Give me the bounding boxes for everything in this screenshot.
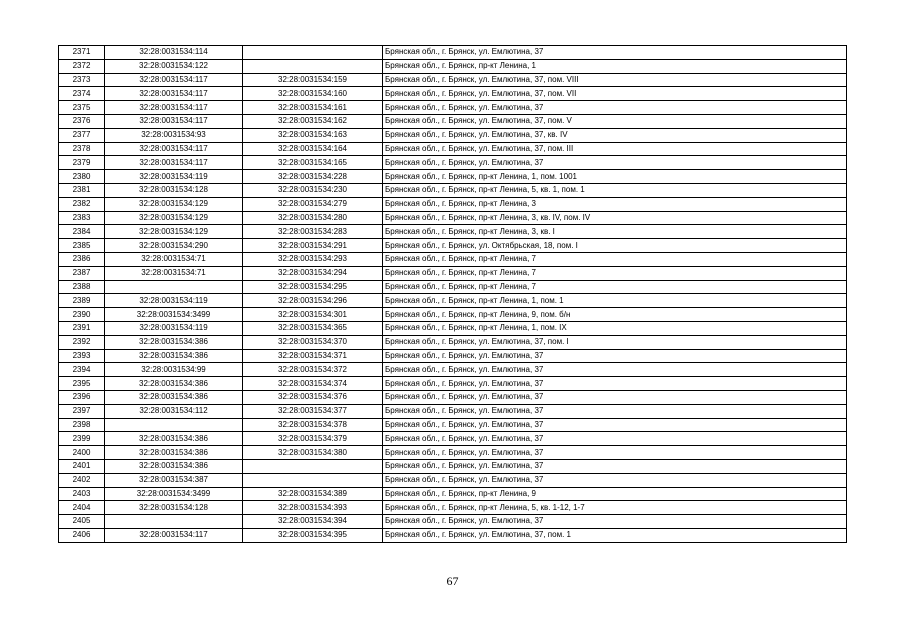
parent-cadastral-number-cell: 32:28:0031534:128 bbox=[105, 501, 243, 515]
parent-cadastral-number-cell: 32:28:0031534:386 bbox=[105, 349, 243, 363]
table-row bbox=[59, 183, 847, 197]
cadastral-number-cell: 32:28:0031534:301 bbox=[243, 308, 383, 322]
parent-cadastral-number-cell: 32:28:0031534:129 bbox=[105, 225, 243, 239]
address-cell: Брянская обл., г. Брянск, ул. Емлютина, 37 bbox=[383, 418, 847, 432]
row-number-cell: 2378 bbox=[59, 142, 105, 156]
cadastral-number-cell: 32:28:0031534:394 bbox=[243, 515, 383, 529]
row-number-cell: 2397 bbox=[59, 404, 105, 418]
cadastral-number-cell: 32:28:0031534:296 bbox=[243, 294, 383, 308]
address-cell: Брянская обл., г. Брянск, ул. Емлютина, 37 bbox=[383, 363, 847, 377]
table-row bbox=[59, 349, 847, 363]
parent-cadastral-number-cell: 32:28:0031534:386 bbox=[105, 446, 243, 460]
table-row bbox=[59, 280, 847, 294]
address-cell: Брянская обл., г. Брянск, ул. Емлютина, 37, пом. VII bbox=[383, 87, 847, 101]
row-number-cell: 2380 bbox=[59, 170, 105, 184]
table-row bbox=[59, 46, 847, 60]
row-number-cell: 2395 bbox=[59, 377, 105, 391]
address-cell: Брянская обл., г. Брянск, ул. Емлютина, 37 bbox=[383, 377, 847, 391]
table-row bbox=[59, 473, 847, 487]
address-cell: Брянская обл., г. Брянск, пр-кт Ленина, 7 bbox=[383, 280, 847, 294]
address-cell: Брянская обл., г. Брянск, ул. Емлютина, 37, пом. V bbox=[383, 114, 847, 128]
row-number-cell: 2400 bbox=[59, 446, 105, 460]
parent-cadastral-number-cell: 32:28:0031534:386 bbox=[105, 390, 243, 404]
address-cell: Брянская обл., г. Брянск, ул. Емлютина, 37 bbox=[383, 156, 847, 170]
row-number-cell: 2387 bbox=[59, 266, 105, 280]
cadastral-number-cell: 32:28:0031534:380 bbox=[243, 446, 383, 460]
row-number-cell: 2374 bbox=[59, 87, 105, 101]
row-number-cell: 2372 bbox=[59, 59, 105, 73]
address-cell: Брянская обл., г. Брянск, пр-кт Ленина, 1, пом. IX bbox=[383, 321, 847, 335]
parent-cadastral-number-cell: 32:28:0031534:114 bbox=[105, 46, 243, 60]
address-cell: Брянская обл., г. Брянск, ул. Емлютина, 37, пом. 1 bbox=[383, 528, 847, 542]
parent-cadastral-number-cell: 32:28:0031534:386 bbox=[105, 459, 243, 473]
row-number-cell: 2379 bbox=[59, 156, 105, 170]
address-cell: Брянская обл., г. Брянск, пр-кт Ленина, 5, кв. 1-12, 1-7 bbox=[383, 501, 847, 515]
address-cell: Брянская обл., г. Брянск, ул. Емлютина, 37, кв. IV bbox=[383, 128, 847, 142]
parent-cadastral-number-cell: 32:28:0031534:93 bbox=[105, 128, 243, 142]
row-number-cell: 2384 bbox=[59, 225, 105, 239]
row-number-cell: 2394 bbox=[59, 363, 105, 377]
address-cell: Брянская обл., г. Брянск, пр-кт Ленина, 9, пом. б/н bbox=[383, 308, 847, 322]
parent-cadastral-number-cell: 32:28:0031534:112 bbox=[105, 404, 243, 418]
address-cell: Брянская обл., г. Брянск, ул. Октябрьская, 18, пом. I bbox=[383, 239, 847, 253]
parent-cadastral-number-cell: 32:28:0031534:119 bbox=[105, 170, 243, 184]
parent-cadastral-number-cell: 32:28:0031534:117 bbox=[105, 142, 243, 156]
cadastral-number-cell: 32:28:0031534:162 bbox=[243, 114, 383, 128]
row-number-cell: 2383 bbox=[59, 211, 105, 225]
address-cell: Брянская обл., г. Брянск, ул. Емлютина, 37 bbox=[383, 390, 847, 404]
parent-cadastral-number-cell: 32:28:0031534:71 bbox=[105, 266, 243, 280]
cadastral-number-cell: 32:28:0031534:376 bbox=[243, 390, 383, 404]
row-number-cell: 2404 bbox=[59, 501, 105, 515]
table-row bbox=[59, 528, 847, 542]
address-cell: Брянская обл., г. Брянск, ул. Емлютина, 37 bbox=[383, 404, 847, 418]
cadastral-number-cell: 32:28:0031534:374 bbox=[243, 377, 383, 391]
table-row bbox=[59, 197, 847, 211]
row-number-cell: 2392 bbox=[59, 335, 105, 349]
parent-cadastral-number-cell: 32:28:0031534:117 bbox=[105, 528, 243, 542]
table-row bbox=[59, 446, 847, 460]
cadastral-number-cell: 32:28:0031534:378 bbox=[243, 418, 383, 432]
table-row bbox=[59, 211, 847, 225]
parent-cadastral-number-cell: 32:28:0031534:122 bbox=[105, 59, 243, 73]
row-number-cell: 2385 bbox=[59, 239, 105, 253]
parent-cadastral-number-cell: 32:28:0031534:129 bbox=[105, 211, 243, 225]
parent-cadastral-number-cell bbox=[105, 280, 243, 294]
cadastral-number-cell: 32:28:0031534:294 bbox=[243, 266, 383, 280]
cadastral-number-cell: 32:28:0031534:365 bbox=[243, 321, 383, 335]
address-cell: Брянская обл., г. Брянск, пр-кт Ленина, 3, кв. I bbox=[383, 225, 847, 239]
table-row bbox=[59, 170, 847, 184]
row-number-cell: 2402 bbox=[59, 473, 105, 487]
cadastral-number-cell: 32:28:0031534:370 bbox=[243, 335, 383, 349]
register-table bbox=[58, 45, 847, 543]
table-row bbox=[59, 404, 847, 418]
parent-cadastral-number-cell: 32:28:0031534:386 bbox=[105, 335, 243, 349]
cadastral-number-cell: 32:28:0031534:159 bbox=[243, 73, 383, 87]
address-cell: Брянская обл., г. Брянск, ул. Емлютина, 37 bbox=[383, 349, 847, 363]
address-cell: Брянская обл., г. Брянск, ул. Емлютина, 37 bbox=[383, 46, 847, 60]
table-row bbox=[59, 266, 847, 280]
address-cell: Брянская обл., г. Брянск, пр-кт Ленина, 5, кв. 1, пом. 1 bbox=[383, 183, 847, 197]
row-number-cell: 2388 bbox=[59, 280, 105, 294]
cadastral-number-cell: 32:28:0031534:161 bbox=[243, 101, 383, 115]
row-number-cell: 2371 bbox=[59, 46, 105, 60]
table-row bbox=[59, 156, 847, 170]
table-row bbox=[59, 501, 847, 515]
table-row bbox=[59, 432, 847, 446]
cadastral-number-cell: 32:28:0031534:377 bbox=[243, 404, 383, 418]
table-row bbox=[59, 308, 847, 322]
parent-cadastral-number-cell: 32:28:0031534:387 bbox=[105, 473, 243, 487]
row-number-cell: 2406 bbox=[59, 528, 105, 542]
row-number-cell: 2376 bbox=[59, 114, 105, 128]
address-cell: Брянская обл., г. Брянск, пр-кт Ленина, 7 bbox=[383, 266, 847, 280]
address-cell: Брянская обл., г. Брянск, ул. Емлютина, 37, пом. I bbox=[383, 335, 847, 349]
cadastral-number-cell: 32:28:0031534:165 bbox=[243, 156, 383, 170]
address-cell: Брянская обл., г. Брянск, ул. Емлютина, 37 bbox=[383, 515, 847, 529]
cadastral-number-cell: 32:28:0031534:371 bbox=[243, 349, 383, 363]
table-row bbox=[59, 321, 847, 335]
parent-cadastral-number-cell: 32:28:0031534:99 bbox=[105, 363, 243, 377]
table-row bbox=[59, 114, 847, 128]
cadastral-number-cell: 32:28:0031534:379 bbox=[243, 432, 383, 446]
parent-cadastral-number-cell: 32:28:0031534:129 bbox=[105, 197, 243, 211]
address-cell: Брянская обл., г. Брянск, ул. Емлютина, 37 bbox=[383, 473, 847, 487]
address-cell: Брянская обл., г. Брянск, пр-кт Ленина, 1 bbox=[383, 59, 847, 73]
cadastral-number-cell: 32:28:0031534:283 bbox=[243, 225, 383, 239]
row-number-cell: 2390 bbox=[59, 308, 105, 322]
cadastral-number-cell: 32:28:0031534:280 bbox=[243, 211, 383, 225]
address-cell: Брянская обл., г. Брянск, пр-кт Ленина, 1, пом. 1001 bbox=[383, 170, 847, 184]
row-number-cell: 2391 bbox=[59, 321, 105, 335]
parent-cadastral-number-cell: 32:28:0031534:3499 bbox=[105, 487, 243, 501]
address-cell: Брянская обл., г. Брянск, ул. Емлютина, 37, пом. VIII bbox=[383, 73, 847, 87]
parent-cadastral-number-cell: 32:28:0031534:71 bbox=[105, 252, 243, 266]
row-number-cell: 2393 bbox=[59, 349, 105, 363]
row-number-cell: 2401 bbox=[59, 459, 105, 473]
row-number-cell: 2382 bbox=[59, 197, 105, 211]
register-table-body bbox=[59, 46, 847, 543]
cadastral-number-cell: 32:28:0031534:163 bbox=[243, 128, 383, 142]
cadastral-number-cell: 32:28:0031534:291 bbox=[243, 239, 383, 253]
cadastral-number-cell: 32:28:0031534:393 bbox=[243, 501, 383, 515]
address-cell: Брянская обл., г. Брянск, ул. Емлютина, 37 bbox=[383, 101, 847, 115]
row-number-cell: 2405 bbox=[59, 515, 105, 529]
address-cell: Брянская обл., г. Брянск, пр-кт Ленина, 3, кв. IV, пом. IV bbox=[383, 211, 847, 225]
row-number-cell: 2375 bbox=[59, 101, 105, 115]
parent-cadastral-number-cell: 32:28:0031534:117 bbox=[105, 114, 243, 128]
table-row bbox=[59, 390, 847, 404]
cadastral-number-cell: 32:28:0031534:230 bbox=[243, 183, 383, 197]
parent-cadastral-number-cell: 32:28:0031534:386 bbox=[105, 432, 243, 446]
table-row bbox=[59, 142, 847, 156]
row-number-cell: 2377 bbox=[59, 128, 105, 142]
table-row bbox=[59, 73, 847, 87]
table-row bbox=[59, 294, 847, 308]
row-number-cell: 2399 bbox=[59, 432, 105, 446]
table-row bbox=[59, 418, 847, 432]
cadastral-number-cell: 32:28:0031534:293 bbox=[243, 252, 383, 266]
address-cell: Брянская обл., г. Брянск, ул. Емлютина, 37 bbox=[383, 432, 847, 446]
table-row bbox=[59, 87, 847, 101]
row-number-cell: 2396 bbox=[59, 390, 105, 404]
table-row bbox=[59, 252, 847, 266]
table-row bbox=[59, 487, 847, 501]
parent-cadastral-number-cell: 32:28:0031534:290 bbox=[105, 239, 243, 253]
row-number-cell: 2386 bbox=[59, 252, 105, 266]
parent-cadastral-number-cell: 32:28:0031534:117 bbox=[105, 73, 243, 87]
cadastral-number-cell: 32:28:0031534:372 bbox=[243, 363, 383, 377]
cadastral-number-cell: 32:28:0031534:279 bbox=[243, 197, 383, 211]
table-row bbox=[59, 335, 847, 349]
table-row bbox=[59, 377, 847, 391]
cadastral-number-cell bbox=[243, 46, 383, 60]
parent-cadastral-number-cell: 32:28:0031534:119 bbox=[105, 321, 243, 335]
address-cell: Брянская обл., г. Брянск, пр-кт Ленина, 7 bbox=[383, 252, 847, 266]
parent-cadastral-number-cell: 32:28:0031534:128 bbox=[105, 183, 243, 197]
page-number: 67 bbox=[446, 574, 459, 588]
table-row bbox=[59, 239, 847, 253]
address-cell: Брянская обл., г. Брянск, ул. Емлютина, 37, пом. III bbox=[383, 142, 847, 156]
cadastral-number-cell bbox=[243, 459, 383, 473]
table-row bbox=[59, 363, 847, 377]
parent-cadastral-number-cell: 32:28:0031534:119 bbox=[105, 294, 243, 308]
row-number-cell: 2373 bbox=[59, 73, 105, 87]
cadastral-number-cell: 32:28:0031534:395 bbox=[243, 528, 383, 542]
row-number-cell: 2403 bbox=[59, 487, 105, 501]
parent-cadastral-number-cell: 32:28:0031534:3499 bbox=[105, 308, 243, 322]
cadastral-number-cell: 32:28:0031534:295 bbox=[243, 280, 383, 294]
cadastral-number-cell bbox=[243, 59, 383, 73]
address-cell: Брянская обл., г. Брянск, пр-кт Ленина, 9 bbox=[383, 487, 847, 501]
cadastral-number-cell: 32:28:0031534:160 bbox=[243, 87, 383, 101]
parent-cadastral-number-cell bbox=[105, 515, 243, 529]
cadastral-number-cell: 32:28:0031534:228 bbox=[243, 170, 383, 184]
table-row bbox=[59, 459, 847, 473]
cadastral-number-cell: 32:28:0031534:389 bbox=[243, 487, 383, 501]
row-number-cell: 2381 bbox=[59, 183, 105, 197]
table-row bbox=[59, 128, 847, 142]
parent-cadastral-number-cell: 32:28:0031534:117 bbox=[105, 156, 243, 170]
table-row bbox=[59, 101, 847, 115]
address-cell: Брянская обл., г. Брянск, пр-кт Ленина, 3 bbox=[383, 197, 847, 211]
address-cell: Брянская обл., г. Брянск, пр-кт Ленина, 1, пом. 1 bbox=[383, 294, 847, 308]
table-row bbox=[59, 59, 847, 73]
address-cell: Брянская обл., г. Брянск, ул. Емлютина, 37 bbox=[383, 459, 847, 473]
row-number-cell: 2389 bbox=[59, 294, 105, 308]
table-row bbox=[59, 515, 847, 529]
parent-cadastral-number-cell: 32:28:0031534:117 bbox=[105, 101, 243, 115]
parent-cadastral-number-cell bbox=[105, 418, 243, 432]
cadastral-number-cell: 32:28:0031534:164 bbox=[243, 142, 383, 156]
address-cell: Брянская обл., г. Брянск, ул. Емлютина, 37 bbox=[383, 446, 847, 460]
row-number-cell: 2398 bbox=[59, 418, 105, 432]
table-row bbox=[59, 225, 847, 239]
parent-cadastral-number-cell: 32:28:0031534:117 bbox=[105, 87, 243, 101]
cadastral-number-cell bbox=[243, 473, 383, 487]
parent-cadastral-number-cell: 32:28:0031534:386 bbox=[105, 377, 243, 391]
